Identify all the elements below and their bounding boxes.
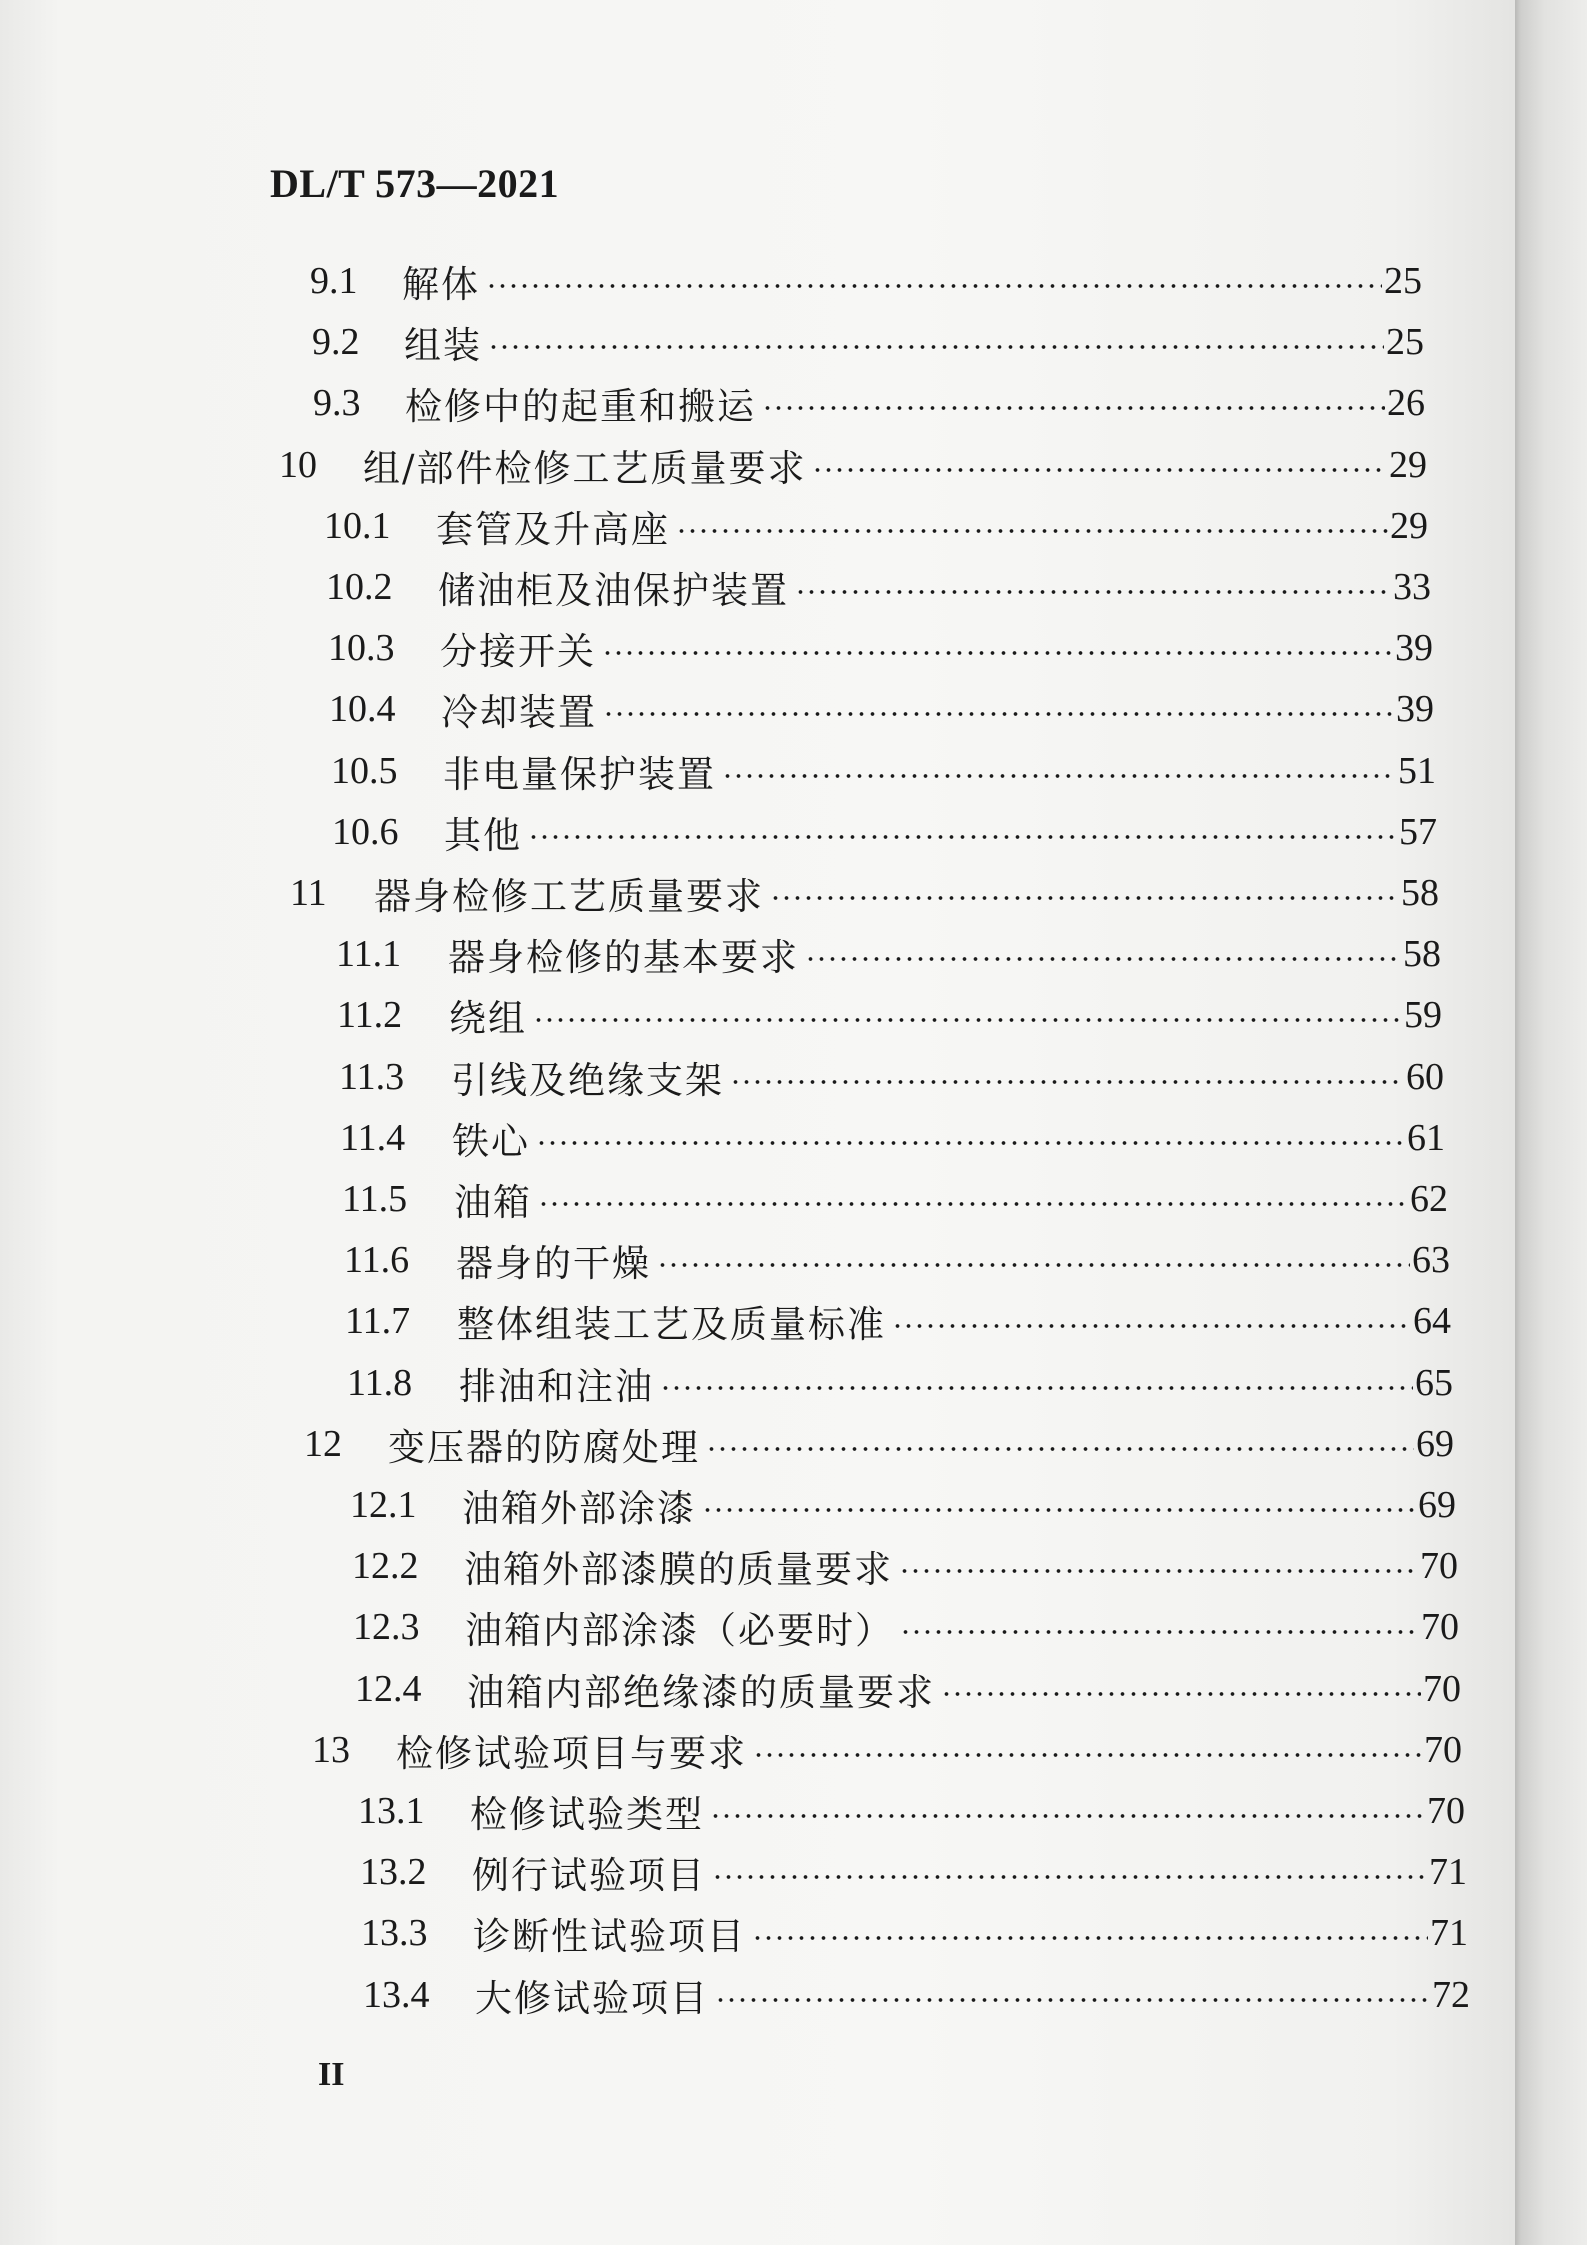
toc-leader-dots xyxy=(770,893,1399,903)
toc-entry-page: 70 xyxy=(1424,1728,1462,1771)
toc-entry-page: 39 xyxy=(1395,626,1433,669)
page-edge-shadow xyxy=(1515,0,1587,2245)
toc-leader-dots xyxy=(722,771,1396,781)
toc-entry-page: 71 xyxy=(1430,1911,1468,1954)
toc-entry-title: 油箱内部涂漆（必要时） xyxy=(465,1608,894,1652)
toc-entry-page: 59 xyxy=(1404,993,1442,1036)
toc-leader-dots xyxy=(486,281,1382,291)
toc-entry-title: 排油和注油 xyxy=(459,1364,654,1408)
toc-entry-number: 12.2 xyxy=(352,1544,419,1587)
toc-leader-dots xyxy=(900,1627,1419,1637)
toc-entry-number: 10.3 xyxy=(328,626,395,669)
toc-entry-page: 29 xyxy=(1390,504,1428,547)
page-number-footer: II xyxy=(318,2056,345,2093)
toc-entry-page: 65 xyxy=(1415,1361,1453,1404)
toc-entry-number: 9.1 xyxy=(310,259,358,302)
toc-entry-number: 12.1 xyxy=(350,1483,417,1526)
toc-leader-dots xyxy=(899,1566,1418,1576)
toc-entry-title: 引线及绝缘支架 xyxy=(451,1058,724,1102)
toc-leader-dots xyxy=(712,1872,1427,1882)
toc-entry[interactable] xyxy=(350,1474,1456,1535)
toc-entry[interactable] xyxy=(360,1841,1467,1902)
toc-entry[interactable] xyxy=(342,1168,1448,1229)
toc-entry[interactable] xyxy=(361,1902,1468,1963)
toc-entry-title: 组/部件检修工艺质量要求 xyxy=(363,446,807,490)
toc-entry-page: 25 xyxy=(1384,259,1422,302)
toc-entry-title: 油箱外部漆膜的质量要求 xyxy=(464,1547,893,1591)
toc-leader-dots xyxy=(762,403,1385,413)
toc-entry-number: 9.3 xyxy=(313,381,361,424)
toc-entry-page: 58 xyxy=(1403,932,1441,975)
toc-leader-dots xyxy=(533,1015,1402,1025)
toc-entry-title: 变压器的防腐处理 xyxy=(388,1425,700,1469)
toc-leader-dots xyxy=(941,1689,1421,1699)
toc-entry-number: 13.4 xyxy=(363,1973,430,2016)
toc-entry-page: 70 xyxy=(1421,1605,1459,1648)
toc-entry-page: 70 xyxy=(1423,1667,1461,1710)
toc-entry[interactable] xyxy=(358,1780,1465,1841)
toc-entry-title: 其他 xyxy=(444,813,522,857)
document-code-header: DL/T 573—2021 xyxy=(270,161,560,206)
toc-entry-title: 油箱内部绝缘漆的质量要求 xyxy=(467,1670,935,1714)
toc-entry-title: 例行试验项目 xyxy=(472,1853,706,1897)
toc-leader-dots xyxy=(538,1199,1408,1209)
toc-entry-page: 57 xyxy=(1399,810,1437,853)
toc-entry-page: 72 xyxy=(1432,1973,1470,2016)
toc-entry-number: 11.1 xyxy=(336,932,402,975)
toc-leader-dots xyxy=(528,832,1397,842)
toc-entry[interactable] xyxy=(313,372,1425,433)
toc-entry-title: 油箱 xyxy=(454,1180,532,1224)
toc-entry[interactable] xyxy=(344,1229,1450,1290)
toc-entry[interactable] xyxy=(355,1658,1461,1719)
toc-entry[interactable] xyxy=(337,984,1442,1045)
toc-entry-number: 10.5 xyxy=(331,749,398,792)
toc-entry-title: 整体组装工艺及质量标准 xyxy=(457,1302,886,1346)
toc-entry-number: 12.3 xyxy=(353,1605,420,1648)
toc-entry-number: 11.3 xyxy=(339,1055,405,1098)
toc-leader-dots xyxy=(892,1321,1411,1331)
toc-leader-dots xyxy=(603,709,1394,719)
toc-entry[interactable] xyxy=(304,1413,1454,1474)
toc-leader-dots xyxy=(812,465,1387,475)
toc-entry[interactable] xyxy=(279,434,1427,495)
toc-leader-dots xyxy=(706,1444,1414,1454)
toc-entry-title: 器身检修的基本要求 xyxy=(448,935,799,979)
toc-leader-dots xyxy=(676,526,1388,536)
toc-entry[interactable] xyxy=(310,250,1422,311)
toc-entry-number: 11.6 xyxy=(344,1238,410,1281)
toc-entry-page: 70 xyxy=(1427,1789,1465,1832)
toc-entry[interactable] xyxy=(353,1596,1459,1657)
toc-entry[interactable] xyxy=(363,1964,1470,2025)
toc-leader-dots xyxy=(702,1505,1416,1515)
toc-entry-page: 71 xyxy=(1429,1850,1467,1893)
toc-entry[interactable] xyxy=(324,495,1428,556)
toc-entry[interactable] xyxy=(331,740,1436,801)
toc-entry-number: 12.4 xyxy=(355,1667,422,1710)
toc-entry-page: 51 xyxy=(1398,749,1436,792)
toc-entry-number: 10.2 xyxy=(326,565,393,608)
toc-leader-dots xyxy=(657,1260,1410,1270)
toc-entry-page: 69 xyxy=(1418,1483,1456,1526)
toc-entry[interactable] xyxy=(336,923,1441,984)
toc-entry[interactable] xyxy=(332,801,1437,862)
toc-entry[interactable] xyxy=(347,1352,1453,1413)
toc-entry-page: 61 xyxy=(1407,1116,1445,1159)
toc-entry-title: 器身检修工艺质量要求 xyxy=(374,874,764,918)
toc-entry-number: 12 xyxy=(304,1422,342,1465)
toc-entry-title: 检修中的起重和搬运 xyxy=(405,384,756,428)
toc-leader-dots xyxy=(795,587,1391,597)
toc-entry-title: 非电量保护装置 xyxy=(443,752,716,796)
toc-entry[interactable] xyxy=(352,1535,1458,1596)
toc-leader-dots xyxy=(710,1811,1425,1821)
toc-entry-page: 26 xyxy=(1387,381,1425,424)
toc-entry-page: 33 xyxy=(1393,565,1431,608)
toc-entry-title: 组装 xyxy=(404,323,482,367)
toc-entry-page: 63 xyxy=(1412,1238,1450,1281)
toc-leader-dots xyxy=(805,954,1401,964)
toc-entry[interactable] xyxy=(328,617,1433,678)
toc-entry-page: 70 xyxy=(1420,1544,1458,1587)
toc-entry[interactable] xyxy=(326,556,1431,617)
toc-entry-page: 64 xyxy=(1413,1299,1451,1342)
toc-entry[interactable] xyxy=(329,678,1434,739)
toc-leader-dots xyxy=(536,1138,1405,1148)
toc-entry[interactable] xyxy=(340,1107,1445,1168)
toc-entry-number: 11.4 xyxy=(340,1116,406,1159)
toc-leader-dots xyxy=(602,648,1393,658)
toc-entry[interactable] xyxy=(345,1290,1451,1351)
toc-entry[interactable] xyxy=(339,1046,1444,1107)
toc-entry-number: 9.2 xyxy=(312,320,360,363)
toc-entry-number: 13.2 xyxy=(360,1850,427,1893)
toc-entry-number: 10.4 xyxy=(329,687,396,730)
toc-entry-number: 10 xyxy=(279,443,317,486)
toc-entry-title: 铁心 xyxy=(452,1119,530,1163)
toc-entry-number: 10.1 xyxy=(324,504,391,547)
toc-entry-number: 13.1 xyxy=(358,1789,425,1832)
toc-entry-number: 11.7 xyxy=(345,1299,411,1342)
toc-entry-page: 60 xyxy=(1406,1055,1444,1098)
toc-leader-dots xyxy=(715,1995,1430,2005)
toc-entry[interactable] xyxy=(312,311,1424,372)
toc-entry-title: 分接开关 xyxy=(440,629,596,673)
toc-entry-number: 11.8 xyxy=(347,1361,413,1404)
toc-leader-dots xyxy=(752,1933,1428,1943)
toc-entry-title: 绕组 xyxy=(449,996,527,1040)
toc-entry-title: 器身的干燥 xyxy=(456,1241,651,1285)
toc-entry-number: 11.2 xyxy=(337,993,403,1036)
toc-leader-dots xyxy=(660,1383,1413,1393)
toc-entry-number: 11.5 xyxy=(342,1177,408,1220)
toc-entry-page: 29 xyxy=(1389,443,1427,486)
toc-leader-dots xyxy=(488,342,1384,352)
toc-entry[interactable] xyxy=(312,1719,1462,1780)
toc-entry-page: 69 xyxy=(1416,1422,1454,1465)
toc-entry-number: 13.3 xyxy=(361,1911,428,1954)
toc-entry-title: 套管及升高座 xyxy=(436,507,670,551)
toc-entry-title: 诊断性试验项目 xyxy=(473,1914,746,1958)
toc-entry-page: 62 xyxy=(1410,1177,1448,1220)
toc-leader-dots xyxy=(730,1077,1404,1087)
toc-entry-title: 油箱外部涂漆 xyxy=(462,1486,696,1530)
toc-leader-dots xyxy=(753,1750,1422,1760)
toc-entry-title: 冷却装置 xyxy=(441,690,597,734)
toc-entry[interactable] xyxy=(290,862,1439,923)
toc-entry-page: 25 xyxy=(1386,320,1424,363)
toc-entry-title: 大修试验项目 xyxy=(475,1976,709,2020)
toc-entry-title: 检修试验类型 xyxy=(470,1792,704,1836)
toc-entry-title: 解体 xyxy=(402,262,480,306)
toc-entry-number: 13 xyxy=(312,1728,350,1771)
toc-entry-title: 检修试验项目与要求 xyxy=(396,1731,747,1775)
toc-entry-page: 39 xyxy=(1396,687,1434,730)
toc-entry-number: 10.6 xyxy=(332,810,399,853)
toc-entry-title: 储油柜及油保护装置 xyxy=(438,568,789,612)
toc-entry-number: 11 xyxy=(290,871,327,914)
toc-entry-page: 58 xyxy=(1401,871,1439,914)
